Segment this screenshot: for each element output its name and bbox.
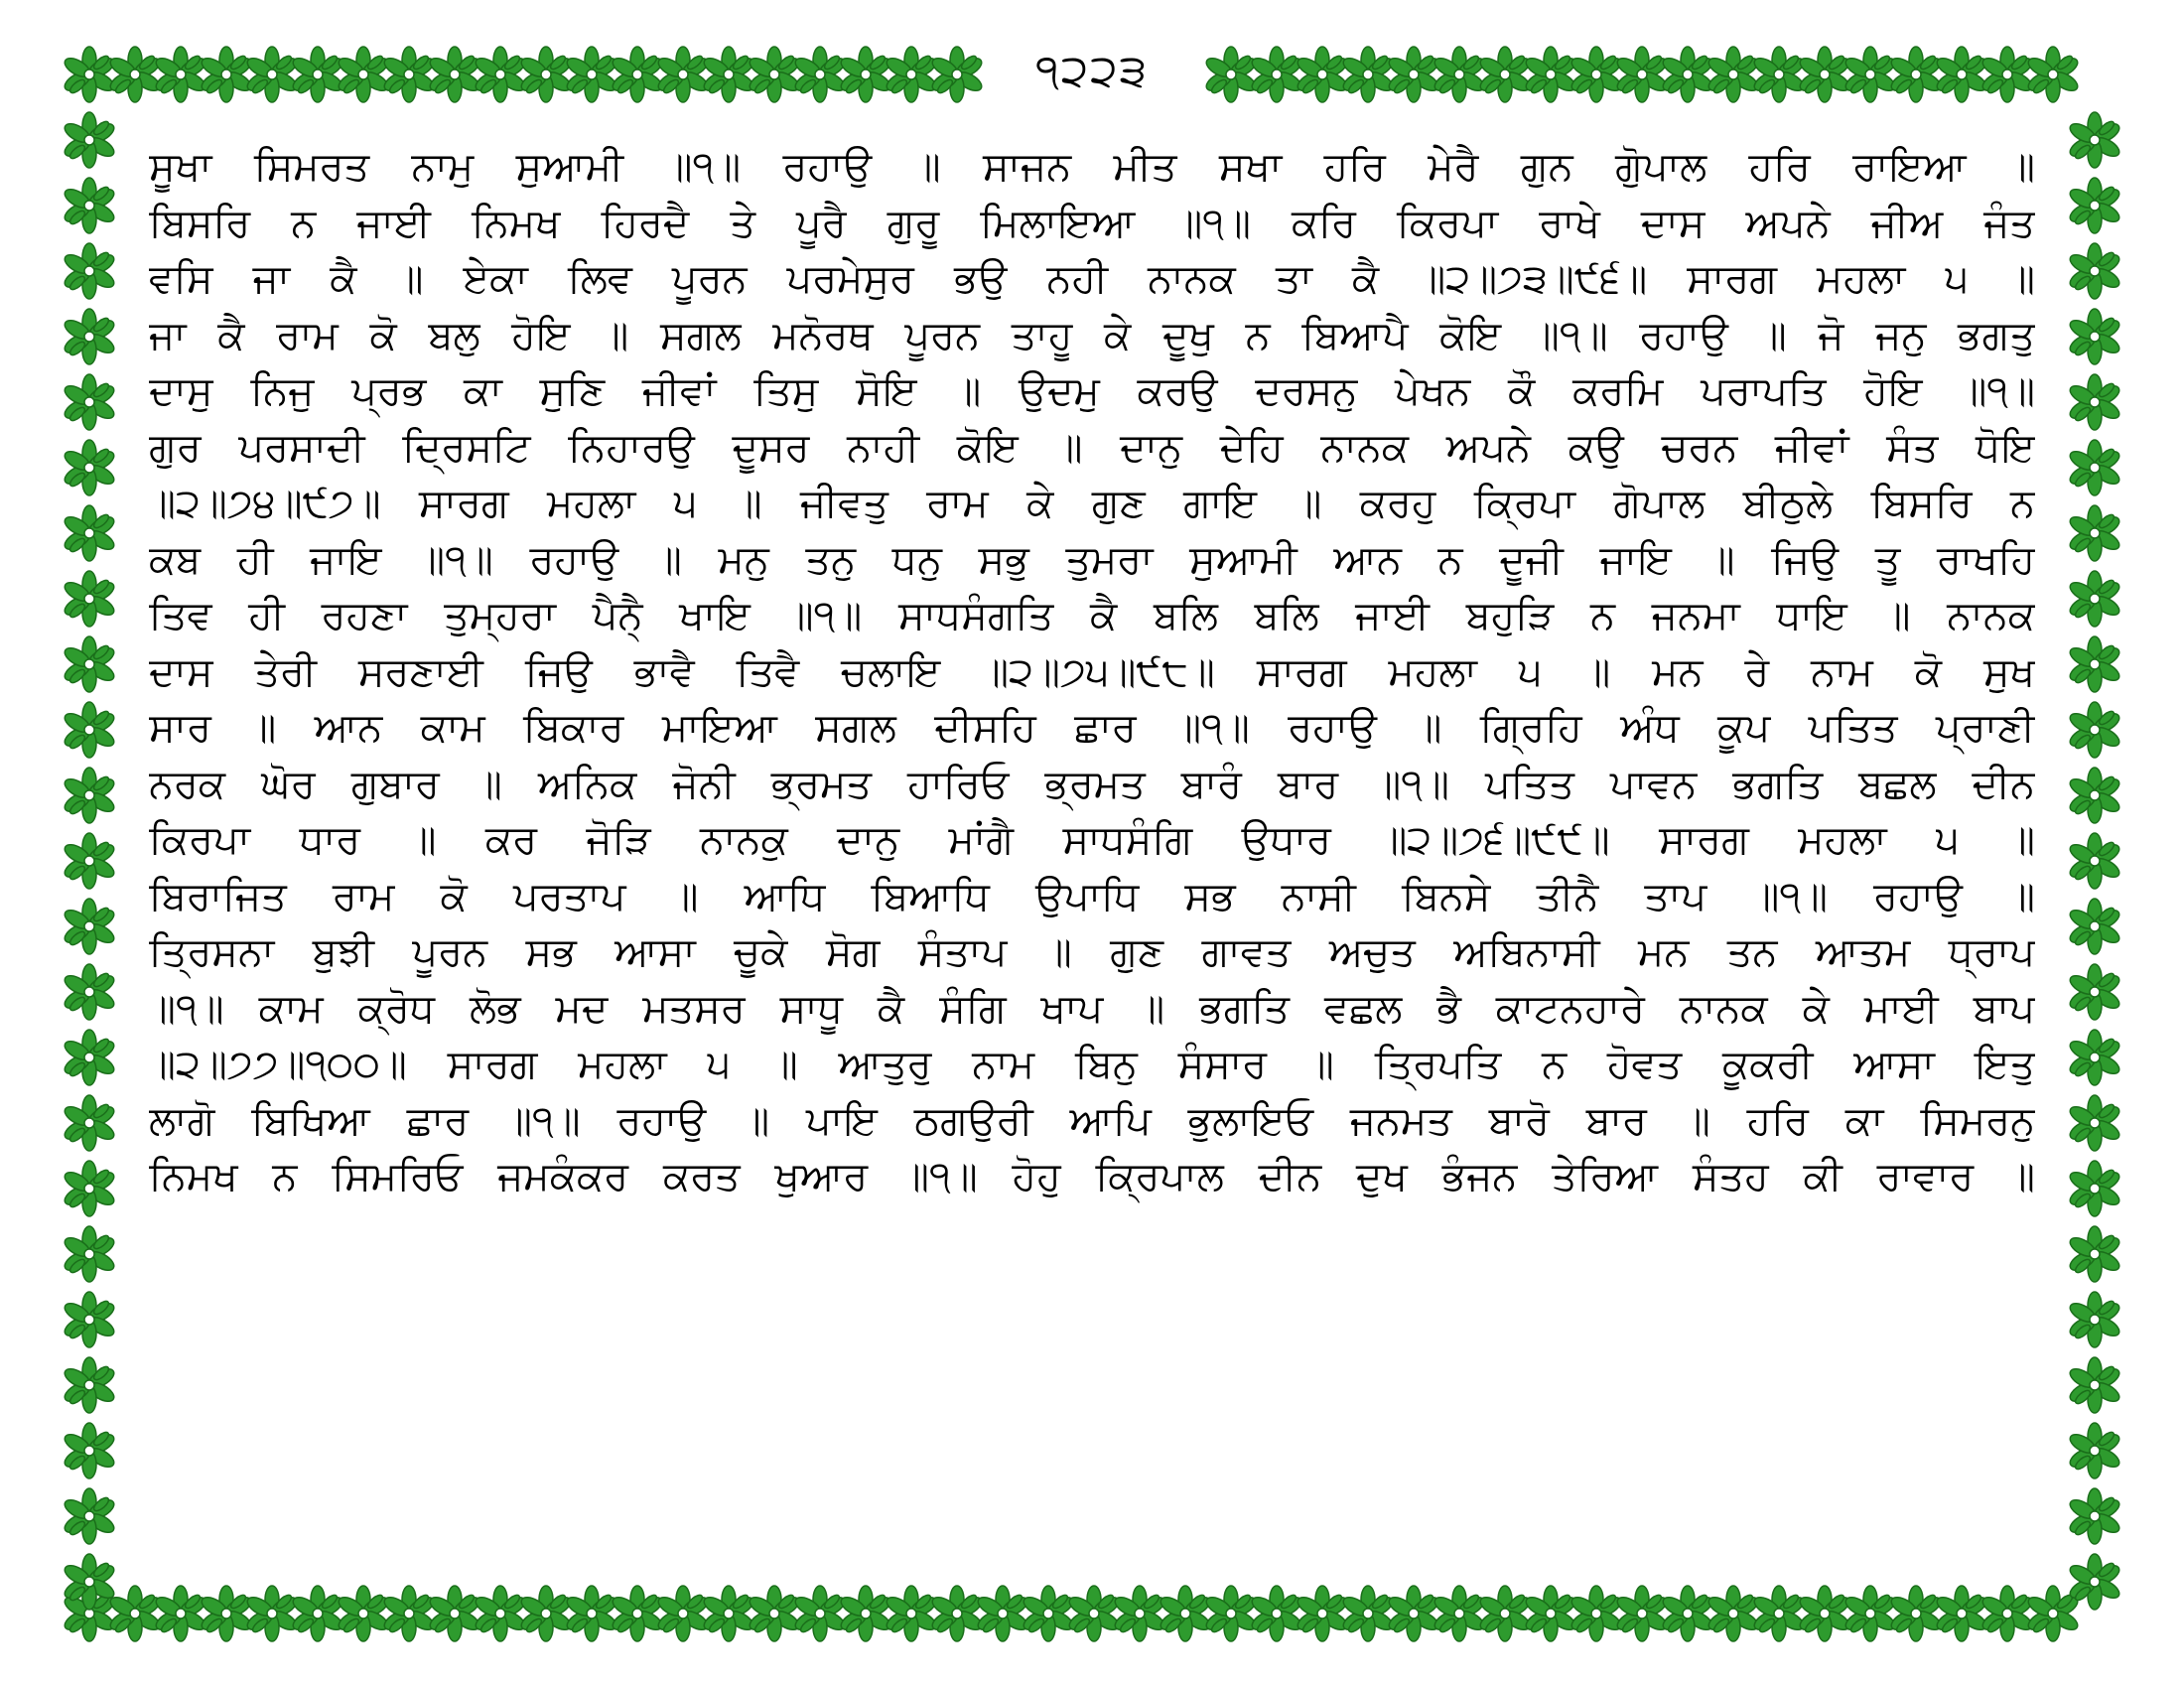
flower-center-icon xyxy=(2090,397,2100,407)
page-number: ੧੨੨੩ xyxy=(1013,42,1171,101)
flower-center-icon xyxy=(861,1609,871,1618)
flower-center-icon xyxy=(1226,1609,1236,1618)
flower-center-icon xyxy=(1774,1609,1784,1618)
flower-center-icon xyxy=(495,1609,505,1618)
flower-center-icon xyxy=(632,1609,642,1618)
text-line: ਸੂਖਾ ਸਿਮਰਤ ਨਾਮੁ ਸੁਆਮੀ ॥੧॥ ਰਹਾਉ ॥ ਸਾਜਨ ਮੀਤ ਸਖਾ ਹਰਿ ਮੇਰੈ ਗੁਨ ਗੁੋਪਾਲ ਹਰਿ ਰਾਇਆ ॥ xyxy=(149,144,2035,190)
text-line: ॥੨॥੭੭॥੧੦੦॥ ਸਾਰਗ ਮਹਲਾ ੫ ॥ ਆਤੁਰੁ ਨਾਮ ਬਿਨੁ ਸੰਸਾਰ ॥ ਤ੍ਰਿਪਤਿ ਨ ਹੋਵਤ ਕੂਕਰੀ ਆਸਾ ਇਤੁ xyxy=(149,1042,2035,1087)
flower-center-icon xyxy=(2090,1380,2100,1390)
flower-center-icon xyxy=(267,70,277,79)
text-line: ॥੧॥ ਕਾਮ ਕ੍ਰੋਧ ਲੋਭ ਮਦ ਮਤਸਰ ਸਾਧੂ ਕੈ ਸੰਗਿ ਖਾਪ ॥ ਭਗਤਿ ਵਛਲ ਭੈ ਕਾਟਨਹਾਰੇ ਨਾਨਕ ਕੇ ਮਾਈ ਬਾਪ xyxy=(149,985,2035,1032)
flower-center-icon xyxy=(1180,1609,1190,1618)
flower-center-icon xyxy=(678,1609,688,1618)
flower-center-icon xyxy=(1500,1609,1510,1618)
text-line: ਬਿਸਰਿ ਨ ਜਾਈ ਨਿਮਖ ਹਿਰਦੈ ਤੇ ਪੂਰੈ ਗੁਰੂ ਮਿਲਾਇਆ ॥੧॥ ਕਰਿ ਕਿਰਪਾ ਰਾਖੇ ਦਾਸ ਅਪਨੇ ਜੀਅ ਜੰਤ xyxy=(149,200,2035,246)
flower-center-icon xyxy=(1865,1609,1875,1618)
flower-center-icon xyxy=(84,463,94,473)
flower-center-icon xyxy=(450,70,460,79)
flower-center-icon xyxy=(84,1577,94,1587)
flower-center-icon xyxy=(84,201,94,211)
flower-center-icon xyxy=(2090,463,2100,473)
flower-center-icon xyxy=(84,332,94,342)
flower-center-icon xyxy=(2048,70,2058,79)
text-line: ਸਾਰ ॥ ਆਨ ਕਾਮ ਬਿਕਾਰ ਮਾਇਆ ਸਗਲ ਦੀਸਹਿ ਛਾਰ ॥੧॥ ਰਹਾਉ ॥ ਗ੍ਰਿਹਿ ਅੰਧ ਕੂਪ ਪਤਿਤ ਪ੍ਰਾਣੀ xyxy=(149,705,2035,751)
flower-center-icon xyxy=(2090,1511,2100,1521)
flower-center-icon xyxy=(1409,70,1419,79)
flower-center-icon xyxy=(84,594,94,604)
flower-center-icon xyxy=(861,70,871,79)
flower-center-icon xyxy=(1363,70,1373,79)
flower-center-icon xyxy=(84,921,94,931)
flower-center-icon xyxy=(495,70,505,79)
flower-center-icon xyxy=(1683,1609,1693,1618)
flower-center-icon xyxy=(84,1118,94,1128)
flower-center-icon xyxy=(815,70,825,79)
flower-center-icon xyxy=(952,1609,962,1618)
flower-center-icon xyxy=(632,70,642,79)
flower-center-icon xyxy=(1911,1609,1921,1618)
text-line: ਕਿਰਪਾ ਧਾਰ ॥ ਕਰ ਜੋੜਿ ਨਾਨਕੁ ਦਾਨੁ ਮਾਂਗੈ ਸਾਧਸੰਗਿ ਉਧਾਰ ॥੨॥੭੬॥੯੯॥ ਸਾਰਗ ਮਹਲਾ ੫ ॥ xyxy=(149,817,2035,863)
flower-center-icon xyxy=(84,528,94,538)
flower-center-icon xyxy=(1546,1609,1556,1618)
flower-center-icon xyxy=(1591,1609,1601,1618)
text-line: ਨਿਮਖ ਨ ਸਿਮਰਿਓ ਜਮਕੰਕਰ ਕਰਤ ਖੁਆਰ ॥੧॥ ਹੋਹੁ ਕ੍ਰਿਪਾਲ ਦੀਨ ਦੁਖ ਭੰਜਨ ਤੇਰਿਆ ਸੰਤਹ ਕੀ ਰਾਵਾਰ ॥ xyxy=(149,1154,2035,1199)
flower-center-icon xyxy=(998,1609,1008,1618)
text-line: ਤ੍ਰਿਸਨਾ ਬੁਝੀ ਪੂਰਨ ਸਭ ਆਸਾ ਚੂਕੇ ਸੋਗ ਸੰਤਾਪ ॥ ਗੁਣ ਗਾਵਤ ਅਚੁਤ ਅਬਿਨਾਸੀ ਮਨ ਤਨ ਆਤਮ ਧ੍ਰਾਪ xyxy=(149,929,2035,975)
text-line: ਵਸਿ ਜਾ ਕੈ ॥ ਏਕਾ ਲਿਵ ਪੂਰਨ ਪਰਮੇਸੁਰ ਭਉ ਨਹੀ ਨਾਨਕ ਤਾ ਕੈ ॥੨॥੭੩॥੯੬॥ ਸਾਰਗ ਮਹਲਾ ੫ ॥ xyxy=(149,256,2035,302)
flower-center-icon xyxy=(84,790,94,800)
flower-center-icon xyxy=(84,1446,94,1456)
flower-center-icon xyxy=(1317,1609,1327,1618)
flower-center-icon xyxy=(2090,1446,2100,1456)
flower-center-icon xyxy=(1728,70,1738,79)
flower-center-icon xyxy=(84,1315,94,1325)
flower-center-icon xyxy=(84,659,94,669)
flower-center-icon xyxy=(84,70,94,79)
flower-center-icon xyxy=(541,1609,551,1618)
flower-center-icon xyxy=(313,70,323,79)
flower-center-icon xyxy=(221,70,231,79)
flower-center-icon xyxy=(84,1184,94,1194)
flower-center-icon xyxy=(1637,70,1647,79)
flower-center-icon xyxy=(1591,70,1601,79)
flower-center-icon xyxy=(1454,1609,1464,1618)
flower-center-icon xyxy=(724,70,734,79)
flower-center-icon xyxy=(313,1609,323,1618)
flower-center-icon xyxy=(541,70,551,79)
flower-center-icon xyxy=(2090,790,2100,800)
text-line: ਦਾਸੁ ਨਿਜੁ ਪ੍ਰਭ ਕਾ ਸੁਣਿ ਜੀਵਾਂ ਤਿਸੁ ਸੋਇ ॥ ਉਦਮੁ ਕਰਉ ਦਰਸਨੁ ਪੇਖਨ ਕੌ ਕਰਮਿ ਪਰਾਪਤਿ ਹੋਇ ॥੧॥ xyxy=(149,368,2035,414)
scripture-text xyxy=(149,139,2035,1529)
text-line: ਬਿਰਾਜਿਤ ਰਾਮ ਕੋ ਪਰਤਾਪ ॥ ਆਧਿ ਬਿਆਧਿ ਉਪਾਧਿ ਸਭ ਨਾਸੀ ਬਿਨਸੇ ਤੀਨੈ ਤਾਪ ॥੧॥ ਰਹਾਉ ॥ xyxy=(149,873,2035,919)
flower-center-icon xyxy=(1546,70,1556,79)
flower-center-icon xyxy=(84,397,94,407)
flower-center-icon xyxy=(1272,1609,1282,1618)
text-line: ॥੨॥੭੪॥੯੭॥ ਸਾਰਗ ਮਹਲਾ ੫ ॥ ਜੀਵਤੁ ਰਾਮ ਕੇ ਗੁਣ ਗਾਇ ॥ ਕਰਹੁ ਕ੍ਰਿਪਾ ਗੋਪਾਲ ਬੀਠੁਲੇ ਬਿਸਰਿ ਨ xyxy=(149,481,2035,526)
flower-center-icon xyxy=(84,266,94,276)
flower-center-icon xyxy=(84,856,94,866)
flower-center-icon xyxy=(2090,1315,2100,1325)
flower-center-icon xyxy=(130,70,140,79)
flower-center-icon xyxy=(1911,70,1921,79)
flower-center-icon xyxy=(2090,332,2100,342)
flower-center-icon xyxy=(1820,1609,1830,1618)
flower-center-icon xyxy=(1135,1609,1145,1618)
flower-center-icon xyxy=(2090,135,2100,145)
flower-center-icon xyxy=(1226,70,1236,79)
flower-center-icon xyxy=(1637,1609,1647,1618)
flower-center-icon xyxy=(450,1609,460,1618)
flower-center-icon xyxy=(1957,1609,1967,1618)
flower-center-icon xyxy=(358,70,368,79)
flower-center-icon xyxy=(1363,1609,1373,1618)
flower-center-icon xyxy=(906,70,916,79)
flower-center-icon xyxy=(2090,266,2100,276)
flower-center-icon xyxy=(1500,70,1510,79)
flower-center-icon xyxy=(769,1609,779,1618)
flower-center-icon xyxy=(267,1609,277,1618)
flower-center-icon xyxy=(1683,70,1693,79)
flower-center-icon xyxy=(2002,1609,2012,1618)
flower-center-icon xyxy=(1957,70,1967,79)
flower-center-icon xyxy=(769,70,779,79)
flower-center-icon xyxy=(2090,1184,2100,1194)
flower-center-icon xyxy=(1454,70,1464,79)
flower-center-icon xyxy=(2090,1577,2100,1587)
flower-center-icon xyxy=(84,1053,94,1062)
flower-center-icon xyxy=(906,1609,916,1618)
flower-center-icon xyxy=(724,1609,734,1618)
flower-center-icon xyxy=(2090,1118,2100,1128)
flower-center-icon xyxy=(2002,70,2012,79)
flower-center-icon xyxy=(1089,1609,1099,1618)
flower-center-icon xyxy=(587,1609,597,1618)
flower-center-icon xyxy=(1043,1609,1053,1618)
flower-center-icon xyxy=(815,1609,825,1618)
flower-center-icon xyxy=(84,135,94,145)
text-line: ਜਾ ਕੈ ਰਾਮ ਕੋ ਬਲੁ ਹੋਇ ॥ ਸਗਲ ਮਨੋਰਥ ਪੂਰਨ ਤਾਹੂ ਕੇ ਦੂਖੁ ਨ ਬਿਆਪੈ ਕੋਇ ॥੧॥ ਰਹਾਉ ॥ ਜੋ ਜਨੁ ਭਗਤੁ xyxy=(149,312,2035,358)
flower-center-icon xyxy=(2090,528,2100,538)
flower-center-icon xyxy=(176,70,186,79)
flower-center-icon xyxy=(1728,1609,1738,1618)
flower-center-icon xyxy=(2048,1609,2058,1618)
flower-center-icon xyxy=(2090,987,2100,997)
flower-center-icon xyxy=(952,70,962,79)
text-line: ਦਾਸ ਤੇਰੀ ਸਰਣਾਈ ਜਿਉ ਭਾਵੈ ਤਿਵੈ ਚਲਾਇ ॥੨॥੭੫॥੯੮॥ ਸਾਰਗ ਮਹਲਾ ੫ ॥ ਮਨ ਰੇ ਨਾਮ ਕੋ ਸੁਖ xyxy=(149,648,2035,695)
flower-center-icon xyxy=(358,1609,368,1618)
flower-center-icon xyxy=(84,1380,94,1390)
text-line: ਨਰਕ ਘੋਰ ਗੁਬਾਰ ॥ ਅਨਿਕ ਜੋਨੀ ਭ੍ਰਮਤ ਹਾਰਿਓ ਭ੍ਰਮਤ ਬਾਰੰ ਬਾਰ ॥੧॥ ਪਤਿਤ ਪਾਵਨ ਭਗਤਿ ਬਛਲ ਦੀਨ xyxy=(149,761,2035,807)
flower-center-icon xyxy=(1317,70,1327,79)
text-line: ਕਬ ਹੀ ਜਾਇ ॥੧॥ ਰਹਾਉ ॥ ਮਨੁ ਤਨੁ ਧਨੁ ਸਭੁ ਤੁਮਰਾ ਸੁਆਮੀ ਆਨ ਨ ਦੂਜੀ ਜਾਇ ॥ ਜਿਉ ਤੂ ਰਾਖਹਿ xyxy=(149,536,2035,583)
text-line: ਤਿਵ ਹੀ ਰਹਣਾ ਤੁਮ੍ਹਰਾ ਪੈਨੈ੍ ਖਾਇ ॥੧॥ ਸਾਧਸੰਗਤਿ ਕੈ ਬਲਿ ਬਲਿ ਜਾਈ ਬਹੁੜਿ ਨ ਜਨਮਾ ਧਾਇ ॥ ਨਾਨਕ xyxy=(149,593,2035,638)
flower-center-icon xyxy=(2090,725,2100,735)
flower-center-icon xyxy=(130,1609,140,1618)
flower-center-icon xyxy=(176,1609,186,1618)
flower-center-icon xyxy=(221,1609,231,1618)
flower-center-icon xyxy=(1774,70,1784,79)
flower-center-icon xyxy=(1409,1609,1419,1618)
text-line: ਗੁਰ ਪਰਸਾਦੀ ਦ੍ਰਿਸਟਿ ਨਿਹਾਰਉ ਦੂਸਰ ਨਾਹੀ ਕੋਇ ॥ ਦਾਨੁ ਦੇਹਿ ਨਾਨਕ ਅਪਨੇ ਕਉ ਚਰਨ ਜੀਵਾਂ ਸੰਤ ਧੋਇ xyxy=(149,424,2035,471)
flower-center-icon xyxy=(84,987,94,997)
flower-center-icon xyxy=(2090,201,2100,211)
flower-center-icon xyxy=(2090,1053,2100,1062)
flower-center-icon xyxy=(404,1609,414,1618)
flower-center-icon xyxy=(84,725,94,735)
flower-center-icon xyxy=(84,1249,94,1259)
flower-center-icon xyxy=(2090,856,2100,866)
flower-center-icon xyxy=(1272,70,1282,79)
flower-center-icon xyxy=(2090,659,2100,669)
flower-center-icon xyxy=(2090,921,2100,931)
flower-center-icon xyxy=(1865,70,1875,79)
text-line: ਲਾਗੋ ਬਿਖਿਆ ਛਾਰ ॥੧॥ ਰਹਾਉ ॥ ਪਾਇ ਠਗਉਰੀ ਆਪਿ ਭੁਲਾਇਓ ਜਨਮਤ ਬਾਰੋ ਬਾਰ ॥ ਹਰਿ ਕਾ ਸਿਮਰਨੁ xyxy=(149,1097,2035,1144)
flower-center-icon xyxy=(84,1511,94,1521)
flower-center-icon xyxy=(587,70,597,79)
flower-center-icon xyxy=(2090,1249,2100,1259)
flower-center-icon xyxy=(2090,594,2100,604)
flower-center-icon xyxy=(404,70,414,79)
flower-center-icon xyxy=(1820,70,1830,79)
flower-center-icon xyxy=(678,70,688,79)
